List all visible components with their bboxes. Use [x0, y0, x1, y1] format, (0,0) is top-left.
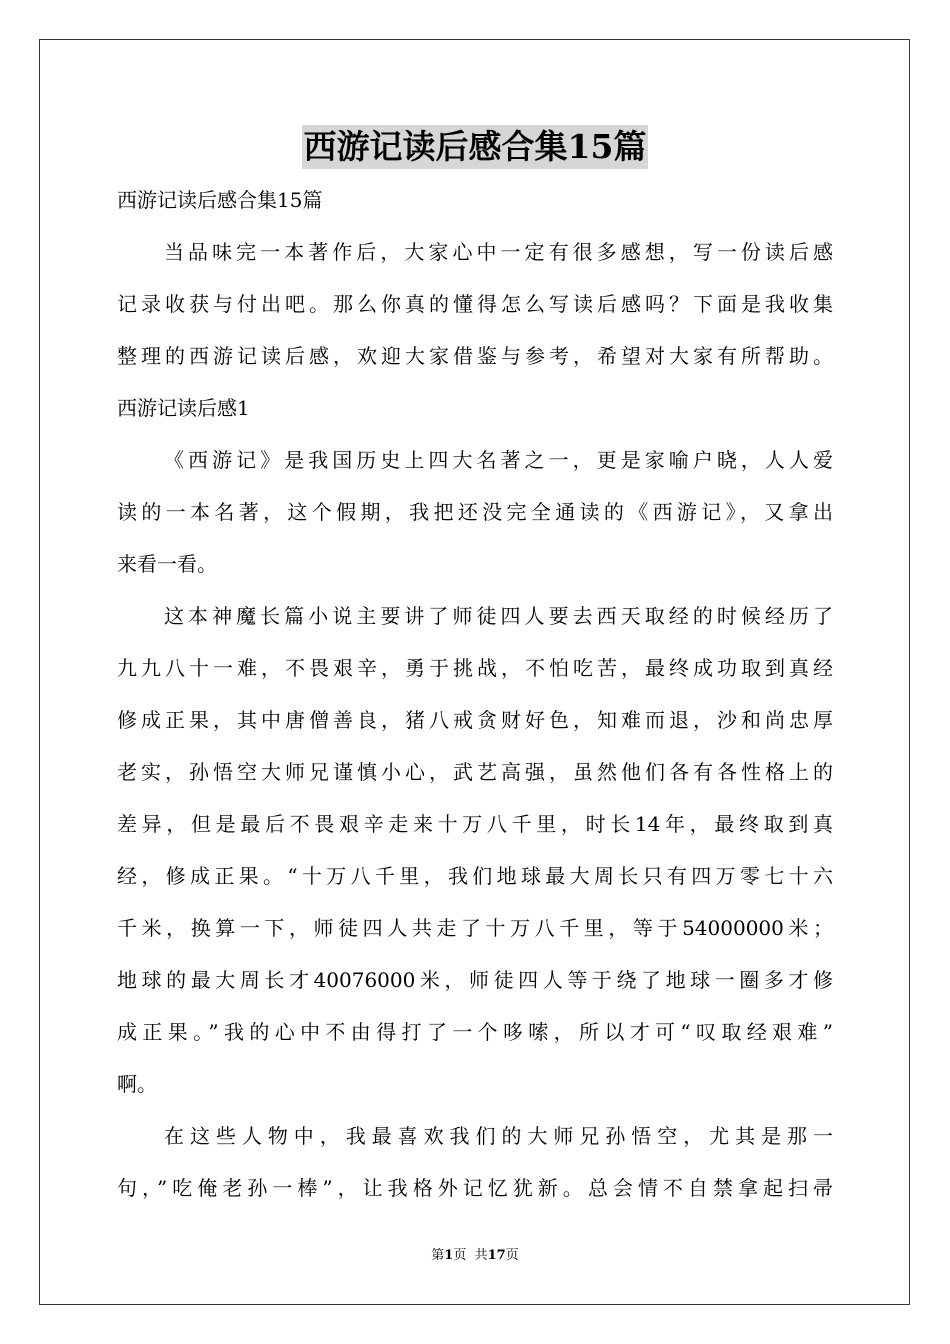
footer-page-suffix: 页 [505, 1248, 519, 1263]
paragraph-line: 经，修成正果。“十万八千里，我们地球最大周长只有四万零七十六 [117, 864, 833, 888]
paragraph-line: 差异，但是最后不畏艰辛走来十万八千里，时长14年，最终取到真 [117, 812, 833, 836]
title-area [0, 125, 950, 169]
paragraph-line: 千米，换算一下，师徒四人共走了十万八千里，等于54000000米； [117, 916, 833, 940]
footer-page-total: 17 [487, 1248, 506, 1263]
footer-page-current: 1 [444, 1248, 454, 1263]
section-heading: 西游记读后感1 [117, 396, 250, 420]
document-subtitle: 西游记读后感合集15篇 [117, 188, 323, 212]
paragraph-line: 啊。 [117, 1072, 157, 1096]
paragraph-line: 九九八十一难，不畏艰辛，勇于挑战，不怕吃苦，最终成功取到真经 [117, 656, 833, 680]
paragraph-line: 成正果。”我的心中不由得打了一个哆嗦，所以才可“叹取经艰难” [117, 1020, 833, 1044]
paragraph-line: 这本神魔长篇小说主要讲了师徒四人要去西天取经的时候经历了 [164, 604, 833, 628]
paragraph-line: 读的一本名著，这个假期，我把还没完全通读的《西游记》，又拿出 [117, 500, 833, 524]
intro-line: 整理的西游记读后感，欢迎大家借鉴与参考，希望对大家有所帮助。 [117, 344, 833, 368]
intro-line: 当品味完一本著作后，大家心中一定有很多感想，写一份读后感 [164, 240, 833, 264]
footer-page-prefix: 第 [431, 1248, 445, 1263]
paragraph-line: 在这些人物中，我最喜欢我们的大师兄孙悟空，尤其是那一 [164, 1124, 833, 1148]
paragraph-line: 修成正果，其中唐僧善良，猪八戒贪财好色，知难而退，沙和尚忠厚 [117, 708, 833, 732]
document-title: 西游记读后感合集15篇 [302, 125, 649, 169]
paragraph-line: 来看一看。 [117, 552, 217, 576]
paragraph-line: 《西游记》是我国历史上四大名著之一，更是家喻户晓，人人爱 [164, 448, 833, 472]
document-body [117, 178, 833, 1218]
paragraph-line: 地球的最大周长才40076000米，师徒四人等于绕了地球一圈多才修 [117, 968, 833, 992]
intro-line: 记录收获与付出吧。那么你真的懂得怎么写读后感吗？下面是我收集 [117, 292, 833, 316]
paragraph-line: 句，”吃俺老孙一棒”，让我格外记忆犹新。总会情不自禁拿起扫帚 [117, 1176, 833, 1200]
footer-page-mid: 页 共 [453, 1248, 488, 1263]
page-footer [0, 1246, 950, 1266]
paragraph-line: 老实，孙悟空大师兄谨慎小心，武艺高强，虽然他们各有各性格上的 [117, 760, 833, 784]
